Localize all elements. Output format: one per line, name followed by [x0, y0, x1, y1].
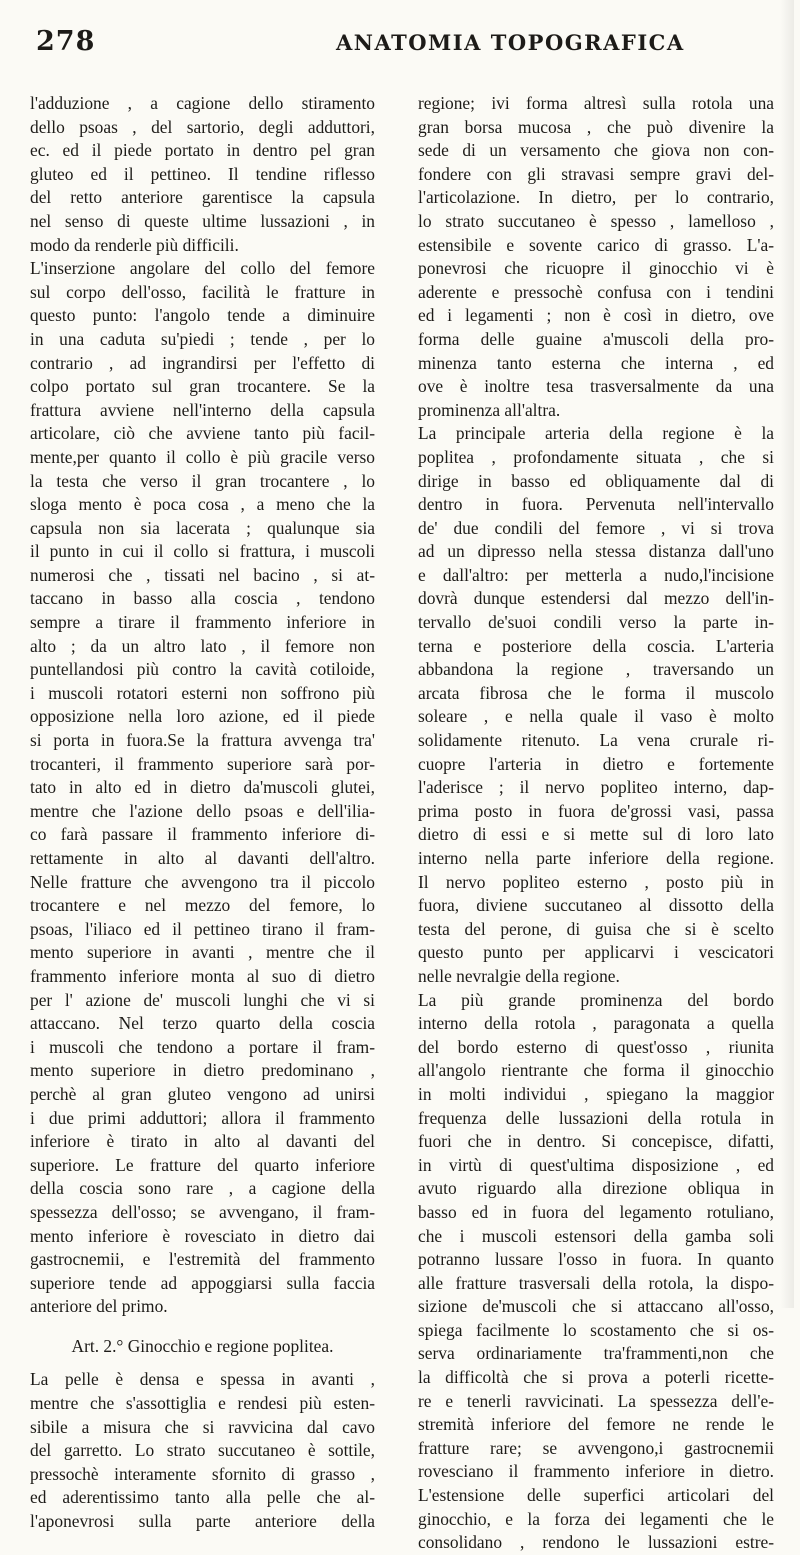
text-line: i muscoli rotatori esterni non soffrono più: [30, 682, 375, 703]
text-line: nelle nevralgie della regione.: [418, 965, 620, 986]
text-line: serva ordinariamente tra'frammenti,non che: [418, 1343, 774, 1364]
running-header: [36, 26, 770, 66]
text-line: che i muscoli estensori della gamba soli: [418, 1225, 774, 1246]
text-line: soleare , e nella quale il vaso è molto: [418, 706, 774, 727]
text-line: poplitea , profondamente situata , che si: [418, 446, 774, 467]
text-line: lo strato succutaneo è spesso , lamelloso ,: [418, 210, 774, 231]
text-line: forma delle guaine a'muscoli della pro-: [418, 328, 774, 349]
text-line: e dall'altro: per metterla a nudo,l'incisione: [418, 564, 774, 585]
text-line: il punto in cui il collo si frattura, i muscoli: [30, 541, 375, 562]
text-line: ponevrosi che ricuopre il ginocchio vi è: [418, 258, 774, 279]
text-line: l'adduzione , a cagione dello stiramento: [30, 93, 375, 113]
text-line: La pelle è densa e spessa in avanti ,: [30, 1369, 375, 1390]
text-line: l'articolazione. In dietro, per lo contrario,: [418, 187, 774, 208]
text-line: arcata fibrosa che le forma il muscolo: [418, 682, 774, 703]
text-line: ove è inoltre tesa trasversalmente da una: [418, 376, 774, 397]
text-line: superiore tende ad appoggiarsi sulla faccia: [30, 1272, 375, 1293]
text-line: stremità inferiore del femore ne rende le: [418, 1414, 774, 1435]
text-line: inferiore è tirato in alto al davanti del: [30, 1131, 375, 1152]
text-line: nel senso di queste ultime lussazioni , in: [30, 210, 375, 231]
page-number: 278: [36, 26, 96, 57]
text-line: La principale arteria della regione è la: [418, 423, 774, 444]
text-line: sizione de'muscoli che si attaccano all'osso,: [418, 1296, 774, 1317]
text-line: spessezza dell'osso; se avvengano, il fram-: [30, 1201, 375, 1222]
text-line: ed i legamenti ; non è così in dietro, ove: [418, 305, 774, 326]
left-text-column: [30, 92, 375, 1534]
text-line: rovesciano il frammento inferiore in dietro.: [418, 1461, 774, 1482]
text-line: capsula non sia lacerata ; qualunque sia: [30, 517, 375, 538]
text-line: testa del perone, di guisa che si è scelto: [418, 918, 774, 939]
text-line: gran borsa mucosa , che può divenire la: [418, 116, 774, 137]
running-title: ANATOMIA TOPOGRAFICA: [336, 30, 685, 55]
text-line: per l' azione de' muscoli lunghi che vi si: [30, 989, 375, 1010]
text-line: interno nella parte inferiore della regione.: [418, 848, 774, 868]
text-line: questo punto: l'angolo tende a diminuire: [30, 305, 375, 326]
text-line: regione; ivi forma altresì sulla rotola una: [418, 93, 774, 113]
text-line: puntellandosi più contro la cavità cotiloide,: [30, 659, 375, 680]
text-line: cuopre l'arteria in dietro e fortemente: [418, 753, 774, 774]
text-line: tato in alto ed in dietro da'muscoli glutei,: [30, 777, 375, 798]
text-line: prominenza all'altra.: [418, 399, 561, 420]
text-line: avuto riguardo alla direzione obliqua in: [418, 1178, 774, 1199]
text-line: mente,per quanto il collo è più gracile verso: [30, 446, 375, 467]
text-line: mento superiore in dietro predominano ,: [30, 1060, 375, 1081]
text-line: ad un dipresso nella stessa distanza dall'uno: [418, 541, 774, 562]
text-line: fuora, diviene succutaneo al dissotto della: [418, 895, 774, 916]
text-line: modo da renderle più difficili.: [30, 234, 239, 255]
text-line: articolare, ciò che avviene tanto più facil-: [30, 423, 375, 444]
text-line: interno della rotola , paragonata a quella: [418, 1013, 774, 1034]
text-line: fondere con gli stravasi sempre gravi del-: [418, 163, 774, 184]
text-line: mentre che s'assottiglia e rendesi più esten-: [30, 1393, 375, 1414]
text-line: L'estensione delle superfici articolari del: [418, 1485, 774, 1506]
text-line: i due primi adduttori; allora il frammento: [30, 1107, 375, 1128]
text-line: dovrà dunque estendersi dal mezzo dell'in-: [418, 588, 774, 609]
text-line: si porta in fuora.Se la frattura avvenga tra': [30, 730, 375, 751]
text-line: aderente e pressochè confusa con i tendini: [418, 281, 774, 302]
text-line: Il nervo popliteo esterno , posto più in: [418, 871, 774, 892]
text-line: minenza tanto esterna che interna , ed: [418, 352, 774, 373]
text-line: mentre che l'azione dello psoas e dell'ilia-: [30, 800, 375, 821]
text-line: co farà passare il frammento inferiore di-: [30, 824, 375, 845]
text-line: sempre a tirare il frammento inferiore in: [30, 612, 375, 633]
text-line: psoas, l'iliaco ed il pettineo tirano il fram-: [30, 918, 375, 939]
text-line: perchè al gran gluteo vengono ad unirsi: [30, 1083, 375, 1104]
text-line: solidamente ritenuto. La vena crurale ri-: [418, 730, 774, 751]
text-line: trocanteri, il frammento superiore sarà por-: [30, 753, 375, 774]
text-line: ginocchio, e la forza dei legamenti che le: [418, 1508, 774, 1529]
text-line: attaccano. Nel terzo quarto della coscia: [30, 1013, 375, 1034]
text-line: frammento inferiore monta al suo di dietro: [30, 965, 375, 986]
text-line: taccano in basso alla coscia , tendono: [30, 588, 375, 609]
text-line: mento superiore in avanti , mentre che il: [30, 942, 375, 963]
text-line: in virtù di quest'ultima disposizione , ed: [418, 1154, 774, 1175]
text-line: sibile a misura che si ravvicina dal cavo: [30, 1416, 375, 1437]
text-line: dello psoas , del sartorio, degli adduttori,: [30, 116, 375, 137]
text-line: all'angolo rientrante che forma il ginocchio: [418, 1060, 774, 1081]
text-line: sloga mento è poca cosa , a meno che la: [30, 494, 375, 515]
text-line: abbandona la regione , traversando un: [418, 659, 774, 680]
text-line: re e tenerli ravvicinati. La spessezza dell'e-: [418, 1390, 774, 1411]
text-line: spiega facilmente lo scostamento che si os-: [418, 1319, 774, 1340]
text-line: terna e posteriore della coscia. L'arteria: [418, 635, 774, 656]
text-line: estensibile e sovente carico di grasso. L'a-: [418, 234, 774, 255]
text-line: fuori che in dentro. Si concepisce, difatti,: [418, 1131, 774, 1152]
text-line: tervallo de'suoi condili verso la parte in-: [418, 612, 774, 633]
article-heading: Art. 2.° Ginocchio e regione poplitea.: [71, 1335, 334, 1356]
text-line: opposizione nella loro azione, ed il piede: [30, 706, 375, 727]
text-line: in molti individui , spiegano la maggior: [418, 1083, 774, 1104]
text-line: prima posto in fuora de'grossi vasi, passa: [418, 800, 774, 821]
text-line: del garretto. Lo strato succutaneo è sottile,: [30, 1440, 375, 1461]
text-line: contrario , ad ingrandirsi per l'effetto di: [30, 352, 375, 373]
text-line: alle fratture trasversali della rotola, la dispo-: [418, 1272, 774, 1293]
text-line: della coscia sono rare , a cagione della: [30, 1178, 375, 1199]
text-line: potranno lussare l'osso in fuora. In quanto: [418, 1249, 774, 1270]
text-line: pressochè interamente sfornito di grasso ,: [30, 1463, 375, 1484]
text-line: superiore. Le fratture del quarto inferiore: [30, 1154, 375, 1175]
text-line: trocantere e nel mezzo del femore, lo: [30, 895, 375, 916]
text-line: dirige in basso ed obliquamente dal di: [418, 470, 774, 491]
text-line: consolidano , rendono le lussazioni estre-: [418, 1532, 774, 1553]
page-edge-shadow: [780, 0, 794, 1308]
text-line: l'aderisce ; il nervo popliteo interno, dap-: [418, 777, 774, 798]
text-line: L'inserzione angolare del collo del femore: [30, 258, 375, 279]
text-line: gluteo ed il pettineo. Il tendine riflesso: [30, 163, 375, 184]
text-line: la difficoltà che si prova a poterli ricette-: [418, 1367, 774, 1388]
text-line: sede di un versamento che giova non con-: [418, 140, 774, 161]
text-line: dentro in fuora. Pervenuta nell'intervallo: [418, 494, 774, 515]
text-line: numerosi che , tissati nel bacino , si at-: [30, 564, 375, 585]
text-line: de' due condili del femore , vi si trova: [418, 517, 774, 538]
text-line: frattura avviene nell'interno della capsula: [30, 399, 375, 420]
text-line: La più grande prominenza del bordo: [418, 989, 774, 1010]
text-line: anteriore del primo.: [30, 1296, 168, 1317]
text-line: Nelle fratture che avvengono tra il piccolo: [30, 871, 375, 892]
text-line: la testa che verso il gran trocantere , lo: [30, 470, 375, 491]
text-line: del retto anteriore garentisce la capsula: [30, 187, 375, 208]
text-line: dietro di essi e si mette sul di loro lato: [418, 824, 774, 845]
text-line: frequenza delle lussazioni della rotula in: [418, 1107, 774, 1128]
text-line: del bordo esterno di quest'osso , riunita: [418, 1036, 774, 1057]
text-line: gastrocnemii, e l'estremità del frammento: [30, 1249, 375, 1270]
text-line: colpo portato sul gran trocantere. Se la: [30, 376, 375, 397]
text-line: rettamente in alto al davanti dell'altro.: [30, 848, 375, 868]
text-line: ed aderentissimo tanto alla pelle che al-: [30, 1487, 375, 1508]
text-line: l'aponevrosi sulla parte anteriore della: [30, 1511, 375, 1532]
text-line: alto ; da un altro lato , il femore non: [30, 635, 375, 656]
text-line: questo punto per applicarvi i vescicatori: [418, 942, 774, 963]
text-line: sul corpo dell'osso, facilità le fratture in: [30, 281, 375, 302]
right-text-column: [418, 92, 774, 1555]
text-line: in una caduta su'piedi ; tende , per lo: [30, 328, 375, 349]
text-line: basso ed in fuora del legamento rotuliano,: [418, 1201, 774, 1222]
text-line: i muscoli che tendono a portare il fram-: [30, 1036, 375, 1057]
text-line: mento inferiore è rovesciato in dietro dai: [30, 1225, 375, 1246]
text-line: ec. ed il piede portato in dentro pel gran: [30, 140, 375, 161]
text-line: fratture rare; se avvengono,i gastrocnemii: [418, 1437, 774, 1458]
